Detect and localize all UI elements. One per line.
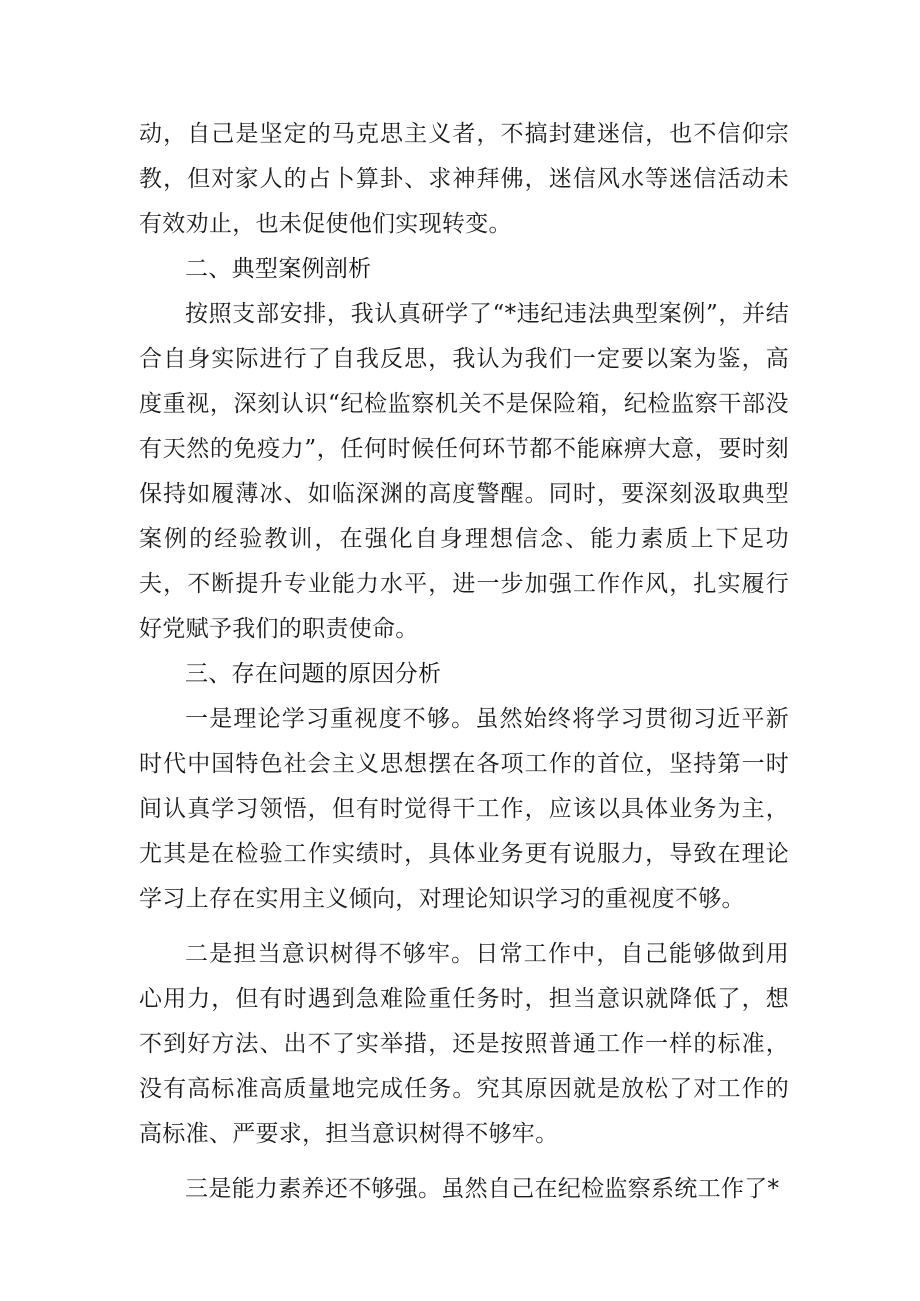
paragraph-reason-responsibility: 二是担当意识树得不够牢。日常工作中，自己能够做到用心用力，但有时遇到急难险重任务时，担当意识就降低了，想不到好方法、出不了实举措，还是按照普通工作一样的标准，没有高标准高质量地完成任务。究其原因就是放松了对工作的高标准、严要求，担当意识树得不够牢。 — [139, 941, 789, 1147]
paragraph-case-study: 按照支部安排，我认真研学了“*违纪违法典型案例”，并结合自身实际进行了自我反思，我认为我们一定要以案为鉴，高度重视，深刻认识“纪检监察机关不是保险箱，纪检监察干部没有天然的免疫力”，任何时候任何环节都不能麻痹大意，要时刻保持如履薄冰、如临深渊的高度警醒。同时，要深刻汲取典型案例的经验教训，在强化自身理想信念、能力素质上下足功夫，不断提升专业能力水平，进一步加强工作作风，扎实履行好党赋予我们的职责使命。 — [139, 301, 789, 642]
paragraph-reason-ability: 三是能力素养还不够强。虽然自己在纪检监察系统工作了* — [185, 1176, 780, 1202]
section-heading-cause-analysis: 三、存在问题的原因分析 — [185, 661, 442, 687]
paragraph-gap — [139, 1157, 789, 1167]
paragraph-continued: 动，自己是坚定的马克思主义者，不搞封建迷信，也不信仰宗教，但对家人的占卜算卦、求神拜佛，迷信风水等迷信活动未有效劝止，也未促使他们实现转变。 — [139, 121, 789, 237]
document-page — [139, 112, 789, 1212]
paragraph-gap — [139, 922, 789, 932]
section-heading-case-analysis: 二、典型案例剖析 — [185, 256, 372, 282]
paragraph-reason-theory: 一是理论学习重视度不够。虽然始终将学习贯彻习近平新时代中国特色社会主义思想摆在各项工作的首位，坚持第一时间认真学习领悟，但有时觉得干工作，应该以具体业务为主，尤其是在检验工作实绩时，具体业务更有说服力，导致在理论学习上存在实用主义倾向，对理论知识学习的重视度不够。 — [139, 706, 789, 912]
